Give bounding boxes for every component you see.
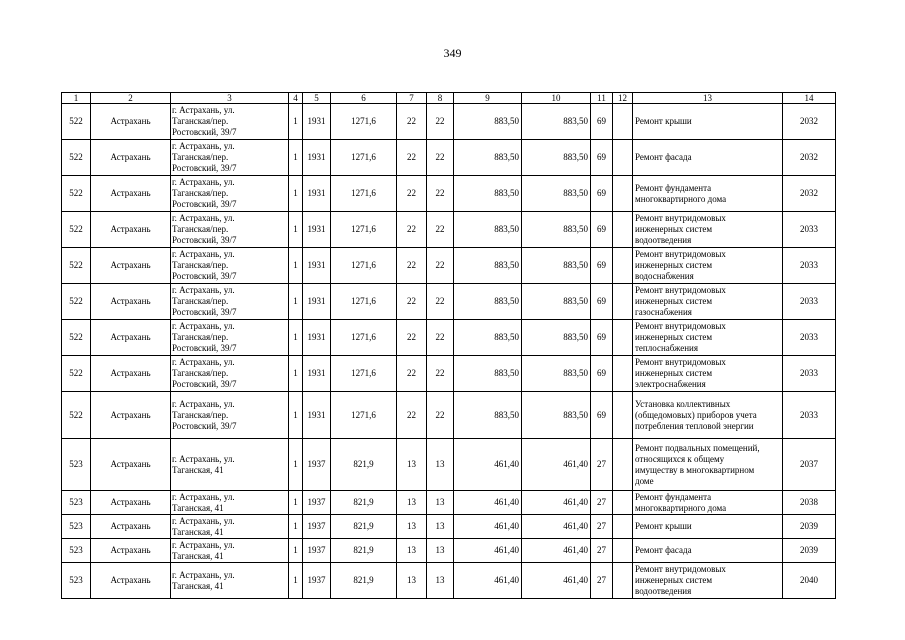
cell-col-12	[613, 539, 633, 563]
column-header-2: 2	[91, 93, 171, 104]
cell-col-7: 22	[397, 212, 427, 248]
table-row	[62, 284, 836, 320]
cell-house-id: 522	[62, 356, 91, 392]
cell-city: Астрахань	[91, 320, 171, 356]
column-header-13: 13	[633, 93, 783, 104]
cell-col-9: 461,40	[454, 563, 522, 599]
cell-year-planned: 2040	[783, 563, 836, 599]
cell-col-4: 1	[289, 248, 303, 284]
cell-area: 1271,6	[331, 356, 397, 392]
cell-year-planned: 2033	[783, 392, 836, 439]
cell-col-9: 883,50	[454, 284, 522, 320]
cell-col-10: 883,50	[522, 392, 591, 439]
cell-col-9: 883,50	[454, 176, 522, 212]
cell-col-8: 22	[427, 104, 454, 140]
cell-city: Астрахань	[91, 539, 171, 563]
cell-col-7: 13	[397, 539, 427, 563]
cell-area: 1271,6	[331, 248, 397, 284]
cell-address: г. Астрахань, ул. Таганская, 41	[171, 539, 289, 563]
cell-year-planned: 2032	[783, 176, 836, 212]
cell-col-10: 883,50	[522, 212, 591, 248]
cell-area: 1271,6	[331, 320, 397, 356]
cell-col-7: 22	[397, 248, 427, 284]
cell-col-4: 1	[289, 284, 303, 320]
cell-col-12	[613, 563, 633, 599]
cell-house-id: 523	[62, 515, 91, 539]
cell-col-9: 461,40	[454, 539, 522, 563]
table-row	[62, 539, 836, 563]
cell-col-8: 13	[427, 539, 454, 563]
column-header-4: 4	[289, 93, 303, 104]
cell-year-planned: 2032	[783, 140, 836, 176]
cell-col-7: 22	[397, 104, 427, 140]
cell-col-12	[613, 320, 633, 356]
cell-col-9: 883,50	[454, 248, 522, 284]
cell-col-10: 883,50	[522, 176, 591, 212]
cell-address: г. Астрахань, ул. Таганская/пер. Ростовский, 39/7	[171, 356, 289, 392]
table-row	[62, 356, 836, 392]
cell-year: 1931	[303, 356, 331, 392]
cell-col-12	[613, 439, 633, 491]
cell-col-12	[613, 104, 633, 140]
cell-address: г. Астрахань, ул. Таганская/пер. Ростовский, 39/7	[171, 140, 289, 176]
cell-col-4: 1	[289, 439, 303, 491]
table-row	[62, 212, 836, 248]
cell-city: Астрахань	[91, 212, 171, 248]
table-row	[62, 563, 836, 599]
cell-col-9: 461,40	[454, 439, 522, 491]
column-header-8: 8	[427, 93, 454, 104]
cell-year: 1937	[303, 439, 331, 491]
cell-col-4: 1	[289, 140, 303, 176]
cell-address: г. Астрахань, ул. Таганская, 41	[171, 515, 289, 539]
cell-address: г. Астрахань, ул. Таганская, 41	[171, 563, 289, 599]
cell-year: 1931	[303, 104, 331, 140]
cell-col-11: 69	[591, 176, 613, 212]
cell-work-type: Ремонт фундамента многоквартирного дома	[633, 491, 783, 515]
cell-city: Астрахань	[91, 248, 171, 284]
cell-area: 821,9	[331, 491, 397, 515]
cell-year-planned: 2032	[783, 104, 836, 140]
cell-work-type: Ремонт внутридомовых инженерных систем теплоснабжения	[633, 320, 783, 356]
cell-year-planned: 2033	[783, 284, 836, 320]
cell-area: 821,9	[331, 563, 397, 599]
cell-area: 1271,6	[331, 104, 397, 140]
cell-col-12	[613, 248, 633, 284]
cell-col-7: 13	[397, 563, 427, 599]
cell-col-8: 13	[427, 491, 454, 515]
cell-year: 1937	[303, 491, 331, 515]
cell-col-8: 22	[427, 320, 454, 356]
cell-year: 1937	[303, 563, 331, 599]
cell-col-11: 69	[591, 356, 613, 392]
cell-year-planned: 2039	[783, 539, 836, 563]
cell-col-4: 1	[289, 563, 303, 599]
table-row	[62, 104, 836, 140]
table-row	[62, 248, 836, 284]
cell-col-4: 1	[289, 515, 303, 539]
cell-col-8: 13	[427, 515, 454, 539]
cell-col-10: 883,50	[522, 320, 591, 356]
column-header-3: 3	[171, 93, 289, 104]
cell-col-10: 883,50	[522, 104, 591, 140]
cell-address: г. Астрахань, ул. Таганская/пер. Ростовский, 39/7	[171, 320, 289, 356]
table-row	[62, 140, 836, 176]
cell-address: г. Астрахань, ул. Таганская/пер. Ростовский, 39/7	[171, 248, 289, 284]
cell-work-type: Ремонт фасада	[633, 140, 783, 176]
cell-area: 1271,6	[331, 176, 397, 212]
cell-col-10: 461,40	[522, 539, 591, 563]
cell-house-id: 523	[62, 563, 91, 599]
cell-col-8: 22	[427, 284, 454, 320]
cell-work-type: Ремонт внутридомовых инженерных систем водоотведения	[633, 563, 783, 599]
cell-col-12	[613, 515, 633, 539]
cell-col-10: 883,50	[522, 248, 591, 284]
column-header-12: 12	[613, 93, 633, 104]
cell-col-7: 22	[397, 140, 427, 176]
cell-col-4: 1	[289, 212, 303, 248]
cell-col-11: 69	[591, 212, 613, 248]
cell-col-11: 69	[591, 392, 613, 439]
cell-city: Астрахань	[91, 563, 171, 599]
cell-col-4: 1	[289, 104, 303, 140]
cell-col-7: 22	[397, 284, 427, 320]
cell-col-10: 461,40	[522, 439, 591, 491]
cell-col-12	[613, 491, 633, 515]
cell-col-7: 13	[397, 439, 427, 491]
cell-col-12	[613, 212, 633, 248]
cell-area: 1271,6	[331, 212, 397, 248]
cell-col-12	[613, 284, 633, 320]
cell-year-planned: 2033	[783, 320, 836, 356]
cell-house-id: 522	[62, 284, 91, 320]
cell-address: г. Астрахань, ул. Таганская/пер. Ростовский, 39/7	[171, 212, 289, 248]
cell-house-id: 523	[62, 539, 91, 563]
page-number: 349	[443, 46, 462, 60]
cell-col-12	[613, 140, 633, 176]
cell-col-7: 22	[397, 176, 427, 212]
cell-city: Астрахань	[91, 140, 171, 176]
cell-col-11: 27	[591, 439, 613, 491]
cell-address: г. Астрахань, ул. Таганская, 41	[171, 439, 289, 491]
cell-col-8: 22	[427, 140, 454, 176]
cell-work-type: Установка коллективных (общедомовых) приборов учета потребления тепловой энергии	[633, 392, 783, 439]
cell-col-12	[613, 176, 633, 212]
column-header-7: 7	[397, 93, 427, 104]
cell-address: г. Астрахань, ул. Таганская/пер. Ростовский, 39/7	[171, 176, 289, 212]
cell-city: Астрахань	[91, 356, 171, 392]
cell-year: 1931	[303, 212, 331, 248]
cell-work-type: Ремонт внутридомовых инженерных систем водоснабжения	[633, 248, 783, 284]
cell-col-8: 22	[427, 248, 454, 284]
cell-col-9: 883,50	[454, 212, 522, 248]
cell-work-type: Ремонт фундамента многоквартирного дома	[633, 176, 783, 212]
column-header-10: 10	[522, 93, 591, 104]
cell-year: 1931	[303, 392, 331, 439]
table-body	[62, 104, 836, 599]
cell-col-7: 22	[397, 392, 427, 439]
cell-city: Астрахань	[91, 104, 171, 140]
cell-year-planned: 2038	[783, 491, 836, 515]
cell-col-12	[613, 392, 633, 439]
cell-year: 1937	[303, 539, 331, 563]
cell-address: г. Астрахань, ул. Таганская, 41	[171, 491, 289, 515]
cell-area: 1271,6	[331, 392, 397, 439]
cell-col-9: 883,50	[454, 392, 522, 439]
cell-col-9: 883,50	[454, 104, 522, 140]
cell-year: 1931	[303, 320, 331, 356]
cell-year: 1937	[303, 515, 331, 539]
cell-work-type: Ремонт крыши	[633, 104, 783, 140]
cell-city: Астрахань	[91, 515, 171, 539]
cell-city: Астрахань	[91, 392, 171, 439]
cell-city: Астрахань	[91, 284, 171, 320]
cell-col-4: 1	[289, 320, 303, 356]
cell-year: 1931	[303, 248, 331, 284]
cell-house-id: 522	[62, 248, 91, 284]
cell-col-11: 69	[591, 284, 613, 320]
cell-col-9: 883,50	[454, 140, 522, 176]
cell-house-id: 522	[62, 104, 91, 140]
cell-area: 821,9	[331, 539, 397, 563]
cell-house-id: 522	[62, 176, 91, 212]
cell-col-8: 22	[427, 356, 454, 392]
cell-col-11: 69	[591, 140, 613, 176]
header-row	[62, 93, 836, 104]
cell-house-id: 522	[62, 320, 91, 356]
cell-col-11: 69	[591, 104, 613, 140]
cell-house-id: 523	[62, 439, 91, 491]
table-row	[62, 491, 836, 515]
cell-area: 821,9	[331, 439, 397, 491]
cell-city: Астрахань	[91, 176, 171, 212]
cell-city: Астрахань	[91, 491, 171, 515]
cell-work-type: Ремонт внутридомовых инженерных систем электроснабжения	[633, 356, 783, 392]
cell-col-10: 461,40	[522, 563, 591, 599]
cell-col-10: 883,50	[522, 356, 591, 392]
cell-area: 821,9	[331, 515, 397, 539]
cell-year: 1931	[303, 284, 331, 320]
column-header-9: 9	[454, 93, 522, 104]
cell-col-9: 461,40	[454, 515, 522, 539]
cell-col-8: 22	[427, 176, 454, 212]
cell-col-10: 461,40	[522, 491, 591, 515]
column-header-5: 5	[303, 93, 331, 104]
cell-col-4: 1	[289, 356, 303, 392]
table-row	[62, 320, 836, 356]
cell-work-type: Ремонт фасада	[633, 539, 783, 563]
cell-year-planned: 2033	[783, 356, 836, 392]
cell-address: г. Астрахань, ул. Таганская/пер. Ростовский, 39/7	[171, 284, 289, 320]
data-table	[61, 92, 836, 599]
cell-col-10: 883,50	[522, 140, 591, 176]
cell-col-12	[613, 356, 633, 392]
cell-year-planned: 2039	[783, 515, 836, 539]
cell-year-planned: 2033	[783, 248, 836, 284]
cell-year-planned: 2033	[783, 212, 836, 248]
table-row	[62, 515, 836, 539]
cell-col-8: 13	[427, 563, 454, 599]
cell-col-11: 27	[591, 563, 613, 599]
cell-house-id: 523	[62, 491, 91, 515]
table-row	[62, 176, 836, 212]
cell-work-type: Ремонт подвальных помещений, относящихся к общему имуществу в многоквартирном доме	[633, 439, 783, 491]
cell-col-4: 1	[289, 176, 303, 212]
cell-col-8: 13	[427, 439, 454, 491]
column-header-14: 14	[783, 93, 836, 104]
cell-col-11: 27	[591, 539, 613, 563]
cell-col-7: 13	[397, 491, 427, 515]
cell-col-11: 69	[591, 320, 613, 356]
cell-work-type: Ремонт внутридомовых инженерных систем водоотведения	[633, 212, 783, 248]
cell-work-type: Ремонт крыши	[633, 515, 783, 539]
cell-house-id: 522	[62, 212, 91, 248]
cell-city: Астрахань	[91, 439, 171, 491]
cell-col-10: 461,40	[522, 515, 591, 539]
cell-year-planned: 2037	[783, 439, 836, 491]
cell-col-9: 883,50	[454, 356, 522, 392]
cell-col-4: 1	[289, 491, 303, 515]
cell-col-7: 22	[397, 320, 427, 356]
cell-col-4: 1	[289, 392, 303, 439]
cell-col-9: 883,50	[454, 320, 522, 356]
table-row	[62, 392, 836, 439]
cell-address: г. Астрахань, ул. Таганская/пер. Ростовский, 39/7	[171, 392, 289, 439]
column-header-11: 11	[591, 93, 613, 104]
cell-col-4: 1	[289, 539, 303, 563]
cell-col-7: 13	[397, 515, 427, 539]
cell-col-8: 22	[427, 212, 454, 248]
cell-col-7: 22	[397, 356, 427, 392]
cell-col-9: 461,40	[454, 491, 522, 515]
table-row	[62, 439, 836, 491]
cell-house-id: 522	[62, 140, 91, 176]
cell-work-type: Ремонт внутридомовых инженерных систем газоснабжения	[633, 284, 783, 320]
cell-address: г. Астрахань, ул. Таганская/пер. Ростовский, 39/7	[171, 104, 289, 140]
cell-col-11: 69	[591, 248, 613, 284]
cell-col-8: 22	[427, 392, 454, 439]
cell-col-11: 27	[591, 491, 613, 515]
cell-year: 1931	[303, 140, 331, 176]
column-header-6: 6	[331, 93, 397, 104]
cell-area: 1271,6	[331, 284, 397, 320]
column-header-1: 1	[62, 93, 91, 104]
cell-col-10: 883,50	[522, 284, 591, 320]
cell-year: 1931	[303, 176, 331, 212]
cell-house-id: 522	[62, 392, 91, 439]
cell-area: 1271,6	[331, 140, 397, 176]
cell-col-11: 27	[591, 515, 613, 539]
